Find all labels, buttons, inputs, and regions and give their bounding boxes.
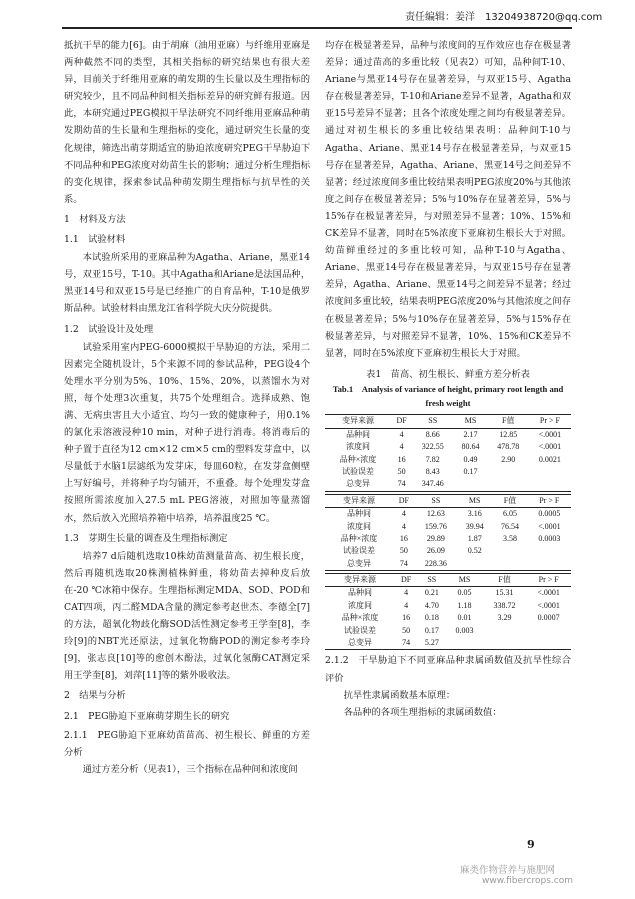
table-cell: 4 xyxy=(401,509,406,519)
table-cell xyxy=(457,558,492,571)
table-header-cell: 变异来源 xyxy=(325,574,395,587)
table-row xyxy=(325,466,571,478)
table-cell: 品种×浓度 xyxy=(341,613,379,623)
table-header-cell: F值 xyxy=(483,574,527,587)
paragraph: 本试验所采用的亚麻品种为Agatha、Ariane，黑亚14号，双亚15号，T-10。其中Agatha和Ariane是法国品种，黑亚14号和双亚15号是已经推广的自育品种，T-10是俄罗斯品种。试验材料由黑龙江省科学院大庆分院提供。 xyxy=(64,252,310,315)
paragraph: 试验采用室内PEG-6000模拟干旱胁迫的方法，采用二因素完全随机设计，5个来源不同的参试品种，PEG设4个处理水平分别为5%、10%、15%、20%，以蒸馏水为对照，每个处理3次重复，共75个处理组合。选择成熟、饱满、无病虫害且大小适宜、均匀一致的健康种子，用0.1%的氯化汞溶液浸种10 min，对种子进行消毒。将消毒后的种子置于直径为12 cm×12 cm×5 cm的塑料发芽盒中，以尽量低于水脑1层滤纸为发芽床，每皿60粒，在发芽盒侧壁上写好编号，并将种子均匀铺开，不重叠。每个处理发芽盒按照所需浓度加入27.5 mL PEG溶液，对照加等量蒸馏水，然后放入光照培养箱中培养，培养温度25 ℃。 xyxy=(64,341,310,524)
table-cell: 0.0021 xyxy=(538,454,561,464)
table-cell: 15.31 xyxy=(495,588,514,598)
table-cell: 12.63 xyxy=(426,509,445,519)
table-cell: 0.17 xyxy=(463,466,478,476)
table-cell: 4 xyxy=(404,600,409,610)
table-cell xyxy=(526,637,571,650)
table-cell xyxy=(526,625,571,637)
table-row xyxy=(325,587,571,600)
table-cell: 3.16 xyxy=(467,509,482,519)
table-header-cell: MS xyxy=(457,494,492,507)
table-cell: 试验误差 xyxy=(342,466,375,476)
section-heading: 2 结果与分析 xyxy=(64,690,126,702)
table-cell: <.0001 xyxy=(537,588,560,598)
table-cell: 0.49 xyxy=(463,454,478,464)
table-cell: 4 xyxy=(404,588,409,598)
subsubsection-heading: 2.1.2 干旱胁迫下不同亚麻品种隶属函数值及抗旱性综合评价 xyxy=(325,655,571,684)
table-row xyxy=(325,428,571,441)
table-cell xyxy=(488,478,529,491)
table-cell: 2.90 xyxy=(501,454,516,464)
table-cell: 39.94 xyxy=(465,521,484,531)
table-cell: 4 xyxy=(399,429,404,439)
table-cell xyxy=(483,625,527,637)
table-cell xyxy=(446,637,482,650)
table-cell: 338.72 xyxy=(493,600,516,610)
table-cell: 品种间 xyxy=(347,509,372,519)
table-cell: 品种×浓度 xyxy=(340,533,378,543)
table-cell: 浓度间 xyxy=(347,521,372,531)
paragraph: 培养7 d后随机选取10株幼苗测量苗高、初生根长度，然后再随机选取20株测植株鲜重，将幼苗去掉种皮后放在-20 ℃冰箱中保存。生理指标测定MDA、SOD、POD和CAT四项，丙二醛MDA含量的测定参考赵世杰、李德全[7]的方法，超氧化物歧化酶SOD活性测定参考王学奎[8]，李玲[9]的NBT光还原法，过氧化物酶POD的测定参考李玲[9]，张志良[10]等的愈创木酚法，过氧化氢酶CAT测定采用王学奎[8]，刘萍[11]等的紫外吸收法。 xyxy=(64,550,310,682)
table-cell: 76.54 xyxy=(501,521,520,531)
table-cell: 50 xyxy=(402,625,411,635)
paragraph: 抗旱性隶属函数基本原理： xyxy=(343,689,456,701)
table-cell: 3.29 xyxy=(497,613,512,623)
table-cell: 8.66 xyxy=(425,429,440,439)
table-row xyxy=(325,625,571,637)
page-number: 9 xyxy=(527,838,535,851)
table-cell xyxy=(529,478,571,491)
table-cell: 总变异 xyxy=(325,637,395,650)
table-cell: 总变异 xyxy=(325,478,391,491)
table-cell: 0.17 xyxy=(424,625,439,635)
paragraph: 通过方差分析（见表1），三个指标在品种间和浓度间 xyxy=(82,763,298,775)
table-cell: 26.09 xyxy=(426,546,445,556)
paragraph: 各品种的各项生理指标的隶属函数值： xyxy=(343,706,502,718)
table-cell: 5.27 xyxy=(417,637,446,650)
table-cell: 0.52 xyxy=(467,546,482,556)
table-cell: 16 xyxy=(399,533,408,543)
header-rule xyxy=(62,27,572,29)
anova-table-block xyxy=(325,573,571,650)
left-column xyxy=(64,37,310,778)
table-cell: <.0001 xyxy=(538,429,562,439)
table-cell: 品种间 xyxy=(346,429,371,439)
table-header-cell: DF xyxy=(393,494,415,507)
section-heading: 1 材料及方法 xyxy=(64,213,126,225)
table-cell: 80.64 xyxy=(461,442,480,452)
table-header-cell: SS xyxy=(417,574,446,587)
table-row xyxy=(325,545,571,557)
table-header-cell: SS xyxy=(415,494,457,507)
table-row xyxy=(325,558,571,571)
table-row xyxy=(325,478,571,491)
table-header-cell: DF xyxy=(391,415,412,428)
table-cell: 74 xyxy=(393,558,415,571)
table-header-cell: Pr > F xyxy=(528,494,571,507)
table-cell: 0.003 xyxy=(455,625,474,635)
table-cell: 347.46 xyxy=(412,478,453,491)
table-cell: <.0001 xyxy=(537,600,560,610)
table-header-cell: 变异来源 xyxy=(325,494,393,507)
table-row xyxy=(325,454,571,466)
table-cell: 浓度间 xyxy=(346,442,371,452)
table-header-cell: Pr > F xyxy=(526,574,571,587)
watermark-text: 麻类作物营养与施肥网 xyxy=(460,865,556,876)
anova-table-block xyxy=(325,494,571,571)
table-cell: 品种×浓度 xyxy=(339,454,377,464)
table-cell: 159.76 xyxy=(424,521,447,531)
subsection-heading: 1.2 试验设计及处理 xyxy=(64,323,154,335)
table-cell: 1.18 xyxy=(457,600,472,610)
table-row xyxy=(325,521,571,533)
subsection-heading: 1.3 芽期生长量的调查及生理指标测定 xyxy=(64,532,228,544)
right-column xyxy=(325,37,571,721)
table-cell: <.0001 xyxy=(538,521,561,531)
anova-table-block xyxy=(325,414,571,491)
anova-table xyxy=(325,414,571,650)
table-cell: 浓度间 xyxy=(348,600,373,610)
table-cell: 8.43 xyxy=(425,466,440,476)
table-header-cell: MS xyxy=(453,415,487,428)
table-cell: 品种间 xyxy=(348,588,373,598)
table-cell: 322.55 xyxy=(421,442,444,452)
table-cell: 50 xyxy=(399,546,408,556)
table-cell: 74 xyxy=(391,478,412,491)
table-row xyxy=(325,533,571,545)
table-cell: 总变异 xyxy=(325,558,393,571)
subsection-heading: 2.1 PEG胁迫下亚麻萌芽期生长的研究 xyxy=(64,710,230,722)
table-header-cell: SS xyxy=(412,415,453,428)
table-cell: 0.0005 xyxy=(538,509,561,519)
table-cell: 4 xyxy=(399,442,404,452)
table-cell xyxy=(528,545,571,557)
table-cell: 0.01 xyxy=(457,613,472,623)
table-cell xyxy=(453,478,487,491)
table-cell: 478.78 xyxy=(497,442,520,452)
table-cell: 29.89 xyxy=(426,533,445,543)
table-cell xyxy=(492,545,527,557)
table-cell: 0.0003 xyxy=(538,533,561,543)
subsubsection-heading: 2.1.1 PEG胁迫下亚麻幼苗苗高、初生根长、鲜重的方差分析 xyxy=(64,729,310,758)
table-header-cell: DF xyxy=(395,574,417,587)
table-cell: 0.0007 xyxy=(537,613,560,623)
table-row xyxy=(325,600,571,612)
table-cell: 12.85 xyxy=(499,429,518,439)
table-cell: 0.21 xyxy=(424,588,439,598)
table-cell: 228.36 xyxy=(415,558,457,571)
table-cell xyxy=(529,466,571,478)
table-header-cell: F值 xyxy=(488,415,529,428)
table-cell: 4 xyxy=(401,521,406,531)
table-cell: 50 xyxy=(397,466,406,476)
table-header-cell: Pr > F xyxy=(529,415,571,428)
table-cell: 2.17 xyxy=(463,429,478,439)
table-row xyxy=(325,637,571,650)
table-cell: 4.70 xyxy=(424,600,439,610)
table-title: 表1 苗高、初生根长、鲜重方差分析表 xyxy=(366,368,530,380)
table-cell: 3.58 xyxy=(503,533,518,543)
table-cell: 7.82 xyxy=(425,454,440,464)
table-row xyxy=(325,441,571,453)
table-cell: <.0001 xyxy=(538,442,562,452)
table-header-cell: F值 xyxy=(492,494,527,507)
table-title-english: Tab.1 Analysis of variance of height, primary root length and fresh weight xyxy=(332,383,564,408)
table-cell: 1.87 xyxy=(467,533,482,543)
subsection-heading: 1.1 试验材料 xyxy=(64,234,126,246)
table-cell: 试验误差 xyxy=(343,546,376,556)
paragraph: 抵抗干旱的能力[6]。由于胡麻（油用亚麻）与纤维用亚麻是两种截然不同的类型，其相关指标的研究结果也有很大差异，目前关于纤维用亚麻的萌发期的生长量以及生理指标的研究较少，且不同品种间相关指标差异的研究鲜有报道。因此，本研究通过PEG模拟干旱法研究不同纤维用亚麻品种萌发期幼苗的生长量和生理指标的变化，通过研究生长量的变化规律，筛选出萌芽期适宜的胁迫浓度研究PEG干旱胁迫下不同品种和PEG浓度对幼苗生长的影响；通过分析生理指标的变化规律，探索参试品种萌发期生理指标与抗旱性的关系。 xyxy=(64,40,310,205)
table-cell xyxy=(488,466,529,478)
table-cell: 74 xyxy=(395,637,417,650)
paragraph: 均存在极显著差异，品种与浓度间的互作效应也存在极显著差异；通过苗高的多重比较（见表2）可知，品种间T-10、Ariane与黑亚14号存在显著差异，与双亚15号、Agatha存在极显著差异，T-10和Ariane差异不显著，Agatha和双亚15号差异不显著；且各个浓度处理之间均有极显著差异。通过对初生根长的多重比较结果表明：品种间T-10与Agatha、Ariane、黑亚14号存在极显著差异，与双亚15号存在显著差异，Agatha、Ariane、黑亚14号之间差异不显著；经过浓度间多重比较结果表明PEG浓度20%与其他浓度之间存在极显著差异；5%与10%存在显著差异，5%与15%存在极显著差异，与对照差异不显著；10%、15%和CK差异不显著，同时在5%浓度下亚麻初生根长大于对照。幼苗鲜重经过的多重比较可知，品种T-10与Agatha、Ariane、黑亚14号存在极显著差异，与双亚15号存在显著差异，Agatha、Ariane、黑亚14号之间差异不显著；经过浓度间多重比较，结果表明PEG浓度20%与其他浓度之间存在极显著差异；5%与10%存在显著差异，5%与15%存在极显著差异，与对照差异不显著，10%、15%和CK差异不显著，同时在5%浓度下亚麻初生根长大于对照。 xyxy=(325,40,571,359)
table-cell: 16 xyxy=(397,454,406,464)
table-header-cell: MS xyxy=(446,574,482,587)
table-row xyxy=(325,612,571,624)
table-row xyxy=(325,508,571,521)
table-cell xyxy=(528,558,571,571)
table-cell xyxy=(483,637,527,650)
table-cell xyxy=(492,558,527,571)
table-cell: 0.18 xyxy=(424,613,439,623)
watermark-url: www.fibercrops.com xyxy=(482,876,573,886)
table-cell: 6.05 xyxy=(503,509,518,519)
editor-contact: 责任编辑：姜洋 13204938720@qq.com xyxy=(405,12,603,23)
table-cell: 0.05 xyxy=(457,588,472,598)
table-header-cell: 变异来源 xyxy=(325,415,391,428)
table-cell: 16 xyxy=(402,613,411,623)
table-cell: 试验误差 xyxy=(344,625,377,635)
